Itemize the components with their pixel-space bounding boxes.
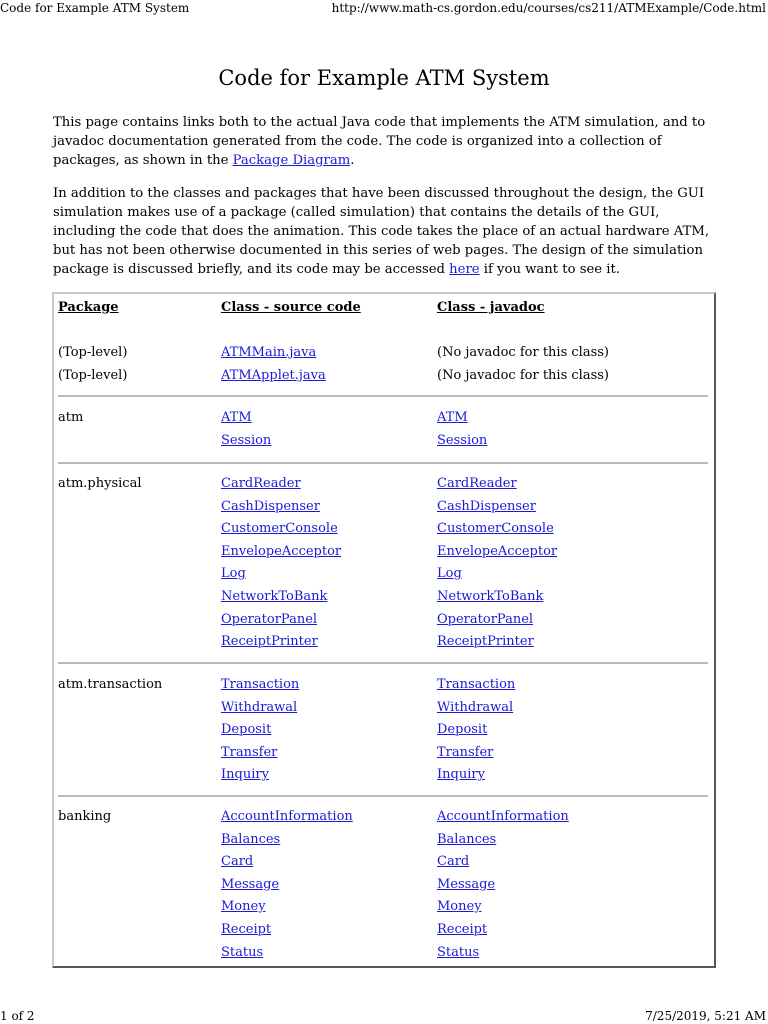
intro-paragraph-1-end: . bbox=[350, 153, 355, 168]
package-name: atm.physical bbox=[58, 476, 142, 491]
javadoc-link[interactable]: Log bbox=[437, 566, 462, 582]
javadoc-link[interactable]: Inquiry bbox=[437, 767, 485, 783]
intro-paragraph-2-text: In addition to the classes and packages that have been discussed throughout the design, the GUI simulation makes use of a package (called simulation) that contains the details of the GUI, including the code that does the animation. This code takes the place of an actual hardware ATM, but has not been otherwise documented in this series of web pages. The design of the simulation package is discussed briefly, and its code may be accessed bbox=[53, 186, 710, 277]
intro-paragraph-2 bbox=[53, 184, 721, 279]
table-divider bbox=[58, 662, 708, 664]
package-diagram-link[interactable]: Package Diagram bbox=[232, 153, 351, 168]
print-footer-page: 1 of 2 bbox=[0, 1009, 35, 1023]
source-code-link[interactable]: Money bbox=[221, 899, 266, 915]
print-header-url: http://www.math-cs.gordon.edu/courses/cs211/ATMExample/Code.html bbox=[331, 1, 766, 15]
javadoc-link[interactable]: Card bbox=[437, 854, 470, 870]
print-footer-datetime: 7/25/2019, 5:21 AM bbox=[645, 1009, 766, 1023]
javadoc-link[interactable]: AccountInformation bbox=[437, 809, 569, 824]
source-code-link[interactable]: CardReader bbox=[221, 476, 301, 491]
source-code-link[interactable]: Receipt bbox=[221, 922, 272, 937]
source-code-link[interactable]: Log bbox=[221, 566, 246, 582]
source-code-link[interactable]: ReceiptPrinter bbox=[221, 634, 318, 650]
source-code-link[interactable]: Balances bbox=[221, 831, 281, 847]
javadoc-link[interactable]: Session bbox=[437, 432, 488, 448]
package-name: (Top-level) bbox=[58, 345, 128, 360]
source-code-link[interactable]: Card bbox=[221, 854, 254, 870]
code-table-frame bbox=[52, 292, 716, 968]
javadoc-link[interactable]: Withdrawal bbox=[437, 699, 514, 715]
source-code-link[interactable]: Transaction bbox=[221, 677, 300, 692]
source-code-link[interactable]: EnvelopeAcceptor bbox=[221, 543, 342, 559]
no-javadoc-note: (No javadoc for this class) bbox=[437, 345, 609, 360]
javadoc-link[interactable]: Transaction bbox=[437, 677, 516, 692]
javadoc-link[interactable]: CustomerConsole bbox=[437, 521, 554, 537]
no-javadoc-note: (No javadoc for this class) bbox=[437, 367, 609, 383]
intro-paragraph-1 bbox=[53, 113, 721, 170]
source-code-link[interactable]: Session bbox=[221, 432, 272, 448]
source-code-link[interactable]: ATMMain.java bbox=[221, 345, 317, 360]
javadoc-link[interactable]: Balances bbox=[437, 831, 497, 847]
source-code-link[interactable]: AccountInformation bbox=[221, 809, 353, 824]
javadoc-link[interactable]: ReceiptPrinter bbox=[437, 634, 534, 650]
source-code-link[interactable]: Withdrawal bbox=[221, 699, 298, 715]
source-code-link[interactable]: NetworkToBank bbox=[221, 589, 328, 604]
source-code-link[interactable]: CashDispenser bbox=[221, 498, 320, 514]
package-name: atm.transaction bbox=[58, 677, 163, 692]
source-code-link[interactable]: Deposit bbox=[221, 722, 272, 738]
javadoc-link[interactable]: Receipt bbox=[437, 922, 488, 937]
javadoc-link[interactable]: Money bbox=[437, 899, 482, 915]
print-header-title: Code for Example ATM System bbox=[0, 1, 190, 15]
header-package: Package bbox=[58, 300, 119, 315]
javadoc-link[interactable]: CashDispenser bbox=[437, 498, 536, 514]
source-code-link[interactable]: ATM bbox=[221, 410, 252, 425]
source-code-link[interactable]: ATMApplet.java bbox=[221, 367, 326, 383]
javadoc-link[interactable]: CardReader bbox=[437, 476, 517, 491]
source-code-link[interactable]: CustomerConsole bbox=[221, 521, 338, 537]
source-code-link[interactable]: Message bbox=[221, 876, 280, 892]
table-divider bbox=[58, 795, 708, 797]
intro-paragraph-1-text: This page contains links both to the actual Java code that implements the ATM simulation, and to javadoc documentation generated from the code. The code is organized into a collection of packages, as shown in the bbox=[53, 115, 706, 168]
javadoc-link[interactable]: EnvelopeAcceptor bbox=[437, 543, 558, 559]
javadoc-link[interactable]: OperatorPanel bbox=[437, 611, 534, 627]
source-code-link[interactable]: OperatorPanel bbox=[221, 611, 318, 627]
package-name: (Top-level) bbox=[58, 367, 128, 383]
package-name: atm bbox=[58, 410, 84, 425]
javadoc-link[interactable]: NetworkToBank bbox=[437, 589, 544, 604]
javadoc-link[interactable]: ATM bbox=[437, 410, 468, 425]
simulation-code-link[interactable]: here bbox=[449, 262, 480, 277]
header-source-code: Class - source code bbox=[221, 300, 361, 315]
header-javadoc: Class - javadoc bbox=[437, 300, 545, 315]
page-title: Code for Example ATM System bbox=[218, 66, 550, 90]
source-code-link[interactable]: Transfer bbox=[221, 744, 278, 760]
table-divider bbox=[58, 462, 708, 464]
javadoc-link[interactable]: Message bbox=[437, 876, 496, 892]
source-code-link[interactable]: Inquiry bbox=[221, 767, 269, 783]
javadoc-link[interactable]: Status bbox=[437, 944, 480, 960]
source-code-link[interactable]: Status bbox=[221, 944, 264, 960]
table-divider bbox=[58, 395, 708, 397]
package-name: banking bbox=[58, 809, 112, 824]
javadoc-link[interactable]: Transfer bbox=[437, 744, 494, 760]
intro-paragraph-2-end: if you want to see it. bbox=[479, 262, 620, 277]
javadoc-link[interactable]: Deposit bbox=[437, 722, 488, 738]
